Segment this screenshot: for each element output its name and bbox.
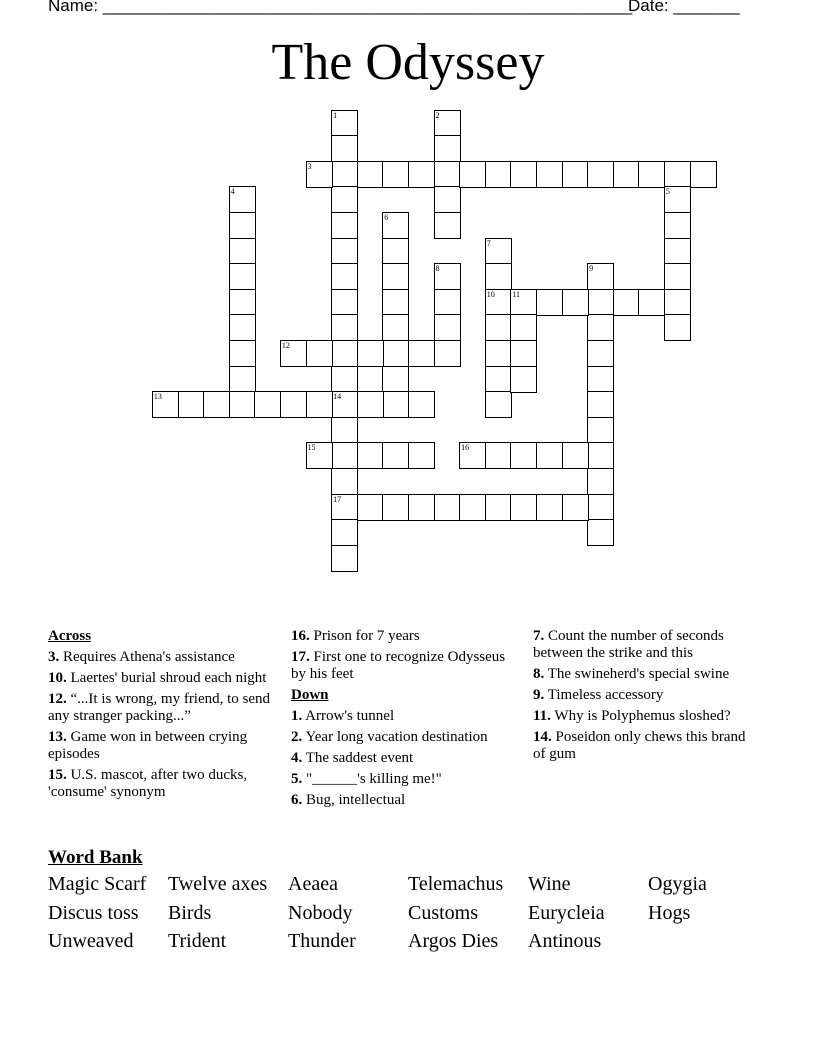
clues-column-2 bbox=[291, 628, 516, 813]
grid-cell[interactable] bbox=[434, 340, 461, 367]
clue-text: "______'s killing me!" bbox=[302, 771, 442, 787]
grid-cell[interactable] bbox=[510, 494, 537, 521]
word-bank-item: Magic Scarf bbox=[48, 873, 147, 895]
word-bank bbox=[48, 873, 768, 959]
grid-cell[interactable] bbox=[562, 442, 589, 469]
clue-number: 15 bbox=[307, 443, 316, 453]
clue-number: 1. bbox=[291, 708, 303, 724]
grid-cell[interactable] bbox=[434, 135, 461, 162]
grid-cell[interactable] bbox=[408, 161, 435, 188]
grid-cell[interactable] bbox=[638, 289, 665, 316]
grid-cell[interactable] bbox=[485, 494, 512, 521]
clue-number: 6. bbox=[291, 792, 303, 808]
grid-cell[interactable] bbox=[485, 289, 512, 316]
clue-text: Why is Polyphemus sloshed? bbox=[550, 708, 731, 724]
grid-cell[interactable] bbox=[382, 289, 409, 316]
clue-item bbox=[533, 666, 758, 683]
grid-cell[interactable] bbox=[613, 161, 640, 188]
grid-cell[interactable] bbox=[306, 340, 333, 367]
word-bank-item: Wine bbox=[528, 873, 571, 895]
clue-number: 12. bbox=[48, 691, 67, 707]
grid-cell[interactable] bbox=[510, 161, 537, 188]
clue-number: 3. bbox=[48, 649, 60, 665]
grid-cell[interactable] bbox=[408, 340, 435, 367]
grid-cell[interactable] bbox=[382, 340, 409, 367]
clue-number: 1 bbox=[333, 110, 338, 120]
grid-cell[interactable] bbox=[485, 161, 512, 188]
grid-cell[interactable] bbox=[229, 289, 256, 316]
date-field[interactable]: Date: _______ bbox=[628, 0, 740, 15]
clues-column-1 bbox=[48, 628, 273, 805]
grid-cell[interactable] bbox=[459, 161, 486, 188]
clue-number: 9. bbox=[533, 687, 545, 703]
grid-cell[interactable] bbox=[331, 545, 358, 572]
clue-number: 17. bbox=[291, 649, 310, 665]
grid-cell[interactable] bbox=[587, 366, 614, 393]
grid-cell[interactable] bbox=[331, 238, 358, 265]
grid-cell[interactable] bbox=[587, 442, 614, 469]
clue-text: Prison for 7 years bbox=[309, 628, 420, 644]
grid-cell[interactable] bbox=[331, 391, 358, 418]
clue-number: 2. bbox=[291, 729, 303, 745]
page-title: The Odyssey bbox=[271, 34, 545, 91]
clue-number: 6 bbox=[384, 212, 389, 222]
grid-cell[interactable] bbox=[357, 494, 384, 521]
grid-cell[interactable] bbox=[331, 519, 358, 546]
grid-cell[interactable] bbox=[434, 314, 461, 341]
grid-cell[interactable] bbox=[664, 161, 691, 188]
grid-cell[interactable] bbox=[485, 340, 512, 367]
word-bank-item: Discus toss bbox=[48, 901, 139, 924]
grid-cell[interactable] bbox=[306, 442, 333, 469]
grid-cell[interactable] bbox=[229, 391, 256, 418]
clue-text: Year long vacation destination bbox=[302, 729, 488, 745]
grid-cell[interactable] bbox=[229, 340, 256, 367]
grid-cell[interactable] bbox=[331, 161, 358, 188]
grid-cell[interactable] bbox=[664, 314, 691, 341]
grid-cell[interactable] bbox=[382, 442, 409, 469]
clue-number: 8 bbox=[435, 264, 440, 274]
grid-cell[interactable] bbox=[587, 340, 614, 367]
grid-cell[interactable] bbox=[382, 314, 409, 341]
clues-column-3 bbox=[533, 628, 758, 767]
clue-number: 2 bbox=[435, 110, 440, 120]
grid-cell[interactable] bbox=[229, 263, 256, 290]
clue-number: 9 bbox=[589, 264, 594, 274]
clue-item bbox=[291, 649, 516, 683]
grid-cell[interactable] bbox=[331, 314, 358, 341]
grid-cell[interactable] bbox=[331, 340, 358, 367]
grid-cell[interactable] bbox=[562, 161, 589, 188]
clue-number: 5 bbox=[665, 187, 670, 197]
grid-cell[interactable] bbox=[434, 212, 461, 239]
grid-cell[interactable] bbox=[280, 340, 307, 367]
word-bank-title: Word Bank bbox=[48, 847, 143, 868]
grid-cell[interactable] bbox=[587, 417, 614, 444]
grid-cell[interactable] bbox=[229, 186, 256, 213]
word-bank-item: Antinous bbox=[528, 930, 602, 952]
grid-cell[interactable] bbox=[690, 161, 717, 188]
clue-number: 7. bbox=[533, 628, 545, 644]
word-bank-item: Unweaved bbox=[48, 930, 134, 952]
grid-cell[interactable] bbox=[229, 238, 256, 265]
grid-cell[interactable] bbox=[510, 314, 537, 341]
clue-number: 10 bbox=[486, 289, 495, 299]
grid-cell[interactable] bbox=[331, 135, 358, 162]
clue-text: Count the number of seconds between the strike and this bbox=[533, 628, 724, 661]
clue-number: 8. bbox=[533, 666, 545, 682]
grid-cell[interactable] bbox=[587, 289, 614, 316]
grid-cell[interactable] bbox=[229, 366, 256, 393]
clue-item bbox=[291, 729, 516, 746]
clue-number: 7 bbox=[486, 238, 491, 248]
grid-cell[interactable] bbox=[357, 161, 384, 188]
word-bank-item: Argos Dies bbox=[408, 930, 499, 952]
grid-cell[interactable] bbox=[485, 391, 512, 418]
grid-cell[interactable] bbox=[331, 110, 358, 137]
word-bank-item: Hogs bbox=[648, 901, 691, 924]
grid-cell[interactable] bbox=[382, 212, 409, 239]
clue-number: 10. bbox=[48, 670, 67, 686]
clue-text: Timeless accessory bbox=[544, 687, 664, 703]
grid-cell[interactable] bbox=[331, 442, 358, 469]
grid-cell[interactable] bbox=[638, 161, 665, 188]
grid-cell[interactable] bbox=[382, 263, 409, 290]
clue-item bbox=[533, 708, 758, 725]
grid-cell[interactable] bbox=[254, 391, 281, 418]
clue-item bbox=[48, 729, 273, 763]
grid-cell[interactable] bbox=[357, 340, 384, 367]
grid-cell[interactable] bbox=[536, 494, 563, 521]
clue-text: First one to recognize Odysseus by his feet bbox=[291, 649, 506, 682]
grid-cell[interactable] bbox=[280, 391, 307, 418]
grid-cell[interactable] bbox=[459, 442, 486, 469]
grid-cell[interactable] bbox=[562, 494, 589, 521]
grid-cell[interactable] bbox=[510, 366, 537, 393]
grid-cell[interactable] bbox=[331, 289, 358, 316]
grid-cell[interactable] bbox=[664, 186, 691, 213]
grid-cell[interactable] bbox=[331, 263, 358, 290]
grid-cell[interactable] bbox=[587, 161, 614, 188]
clue-number: 15. bbox=[48, 767, 67, 783]
clue-item bbox=[291, 628, 516, 645]
grid-cell[interactable] bbox=[485, 442, 512, 469]
grid-cell[interactable] bbox=[152, 391, 179, 418]
grid-cell[interactable] bbox=[178, 391, 205, 418]
clue-item bbox=[48, 670, 273, 687]
grid-cell[interactable] bbox=[536, 442, 563, 469]
grid-cell[interactable] bbox=[306, 391, 333, 418]
word-bank-item: Nobody bbox=[288, 901, 353, 924]
grid-cell[interactable] bbox=[382, 161, 409, 188]
clue-text: The saddest event bbox=[302, 750, 414, 766]
grid-cell[interactable] bbox=[306, 161, 333, 188]
grid-cell[interactable] bbox=[587, 494, 614, 521]
clue-item bbox=[48, 691, 273, 725]
across-heading: Across bbox=[48, 628, 92, 644]
grid-cell[interactable] bbox=[664, 238, 691, 265]
down-heading: Down bbox=[291, 687, 329, 703]
grid-cell[interactable] bbox=[408, 442, 435, 469]
grid-cell[interactable] bbox=[510, 289, 537, 316]
clue-text: Bug, intellectual bbox=[302, 792, 406, 808]
clue-text: The swineherd's special swine bbox=[544, 666, 730, 682]
clue-text: Poseidon only chews this brand of gum bbox=[533, 729, 746, 762]
word-bank-item: Thunder bbox=[288, 930, 356, 952]
grid-cell[interactable] bbox=[357, 391, 384, 418]
clue-item bbox=[291, 771, 516, 788]
grid-cell[interactable] bbox=[434, 263, 461, 290]
grid-cell[interactable] bbox=[382, 494, 409, 521]
clue-number: 11 bbox=[512, 289, 520, 299]
grid-cell[interactable] bbox=[331, 366, 358, 393]
grid-cell[interactable] bbox=[434, 289, 461, 316]
clue-number: 14. bbox=[533, 729, 552, 745]
word-bank-item: Telemachus bbox=[408, 873, 504, 895]
clue-number: 17 bbox=[333, 494, 342, 504]
grid-cell[interactable] bbox=[587, 263, 614, 290]
grid-cell[interactable] bbox=[485, 238, 512, 265]
grid-cell[interactable] bbox=[485, 314, 512, 341]
grid-cell[interactable] bbox=[331, 417, 358, 444]
clue-number: 13. bbox=[48, 729, 67, 745]
clue-item bbox=[48, 767, 273, 801]
grid-cell[interactable] bbox=[229, 212, 256, 239]
grid-cell[interactable] bbox=[382, 391, 409, 418]
clue-number: 14 bbox=[333, 392, 342, 402]
grid-cell[interactable] bbox=[434, 494, 461, 521]
grid-cell[interactable] bbox=[434, 161, 461, 188]
word-bank-item: Trident bbox=[168, 930, 227, 952]
clue-item bbox=[533, 687, 758, 704]
clue-number: 4. bbox=[291, 750, 303, 766]
grid-cell[interactable] bbox=[587, 314, 614, 341]
grid-cell[interactable] bbox=[587, 468, 614, 495]
grid-cell[interactable] bbox=[587, 391, 614, 418]
clue-text: U.S. mascot, after two ducks, 'consume' synonym bbox=[48, 767, 248, 800]
grid-cell[interactable] bbox=[331, 468, 358, 495]
word-bank-item: Aeaea bbox=[288, 873, 338, 895]
word-bank-item: Eurycleia bbox=[528, 901, 605, 924]
grid-cell[interactable] bbox=[203, 391, 230, 418]
grid-cell[interactable] bbox=[331, 494, 358, 521]
grid-cell[interactable] bbox=[510, 442, 537, 469]
grid-cell[interactable] bbox=[613, 289, 640, 316]
clue-text: Requires Athena's assistance bbox=[59, 649, 235, 665]
clue-number: 3 bbox=[307, 161, 312, 171]
clue-number: 16. bbox=[291, 628, 310, 644]
clue-item bbox=[291, 750, 516, 767]
clue-number: 12 bbox=[281, 340, 290, 350]
grid-cell[interactable] bbox=[562, 289, 589, 316]
clue-number: 5. bbox=[291, 771, 303, 787]
word-bank-item: Twelve axes bbox=[168, 873, 268, 895]
grid-cell[interactable] bbox=[229, 314, 256, 341]
clue-item bbox=[291, 708, 516, 725]
clue-text: Arrow's tunnel bbox=[302, 708, 395, 724]
grid-cell[interactable] bbox=[510, 340, 537, 367]
word-bank-item: Ogygia bbox=[648, 873, 707, 895]
clue-text: Laertes' burial shroud each night bbox=[66, 670, 267, 686]
clue-number: 4 bbox=[230, 187, 235, 197]
grid-cell[interactable] bbox=[459, 494, 486, 521]
grid-cell[interactable] bbox=[587, 519, 614, 546]
grid-cell[interactable] bbox=[382, 238, 409, 265]
clue-number: 13 bbox=[153, 392, 162, 402]
grid-cell[interactable] bbox=[485, 263, 512, 290]
clue-item bbox=[533, 628, 758, 662]
word-bank-item: Customs bbox=[408, 901, 479, 924]
grid-cell[interactable] bbox=[485, 366, 512, 393]
grid-cell[interactable] bbox=[536, 161, 563, 188]
grid-cell[interactable] bbox=[331, 186, 358, 213]
name-field[interactable]: Name: ________________________________________________________ bbox=[48, 0, 633, 15]
grid-cell[interactable] bbox=[664, 289, 691, 316]
grid-cell[interactable] bbox=[664, 263, 691, 290]
clue-item bbox=[533, 729, 758, 763]
grid-cell[interactable] bbox=[664, 212, 691, 239]
clue-text: “...It is wrong, my friend, to send any stranger packing...” bbox=[48, 691, 271, 724]
clue-item bbox=[48, 649, 273, 666]
grid-cell[interactable] bbox=[536, 289, 563, 316]
clue-text: Game won in between crying episodes bbox=[48, 729, 248, 762]
grid-cell[interactable] bbox=[434, 110, 461, 137]
grid-cell[interactable] bbox=[408, 494, 435, 521]
clue-number: 16 bbox=[461, 443, 470, 453]
grid-cell[interactable] bbox=[331, 212, 358, 239]
grid-cell[interactable] bbox=[408, 391, 435, 418]
grid-cell[interactable] bbox=[434, 186, 461, 213]
clue-number: 11. bbox=[533, 708, 551, 724]
grid-cell[interactable] bbox=[382, 366, 409, 393]
clue-item bbox=[291, 792, 516, 809]
grid-cell[interactable] bbox=[357, 442, 384, 469]
word-bank-item: Birds bbox=[168, 901, 212, 924]
